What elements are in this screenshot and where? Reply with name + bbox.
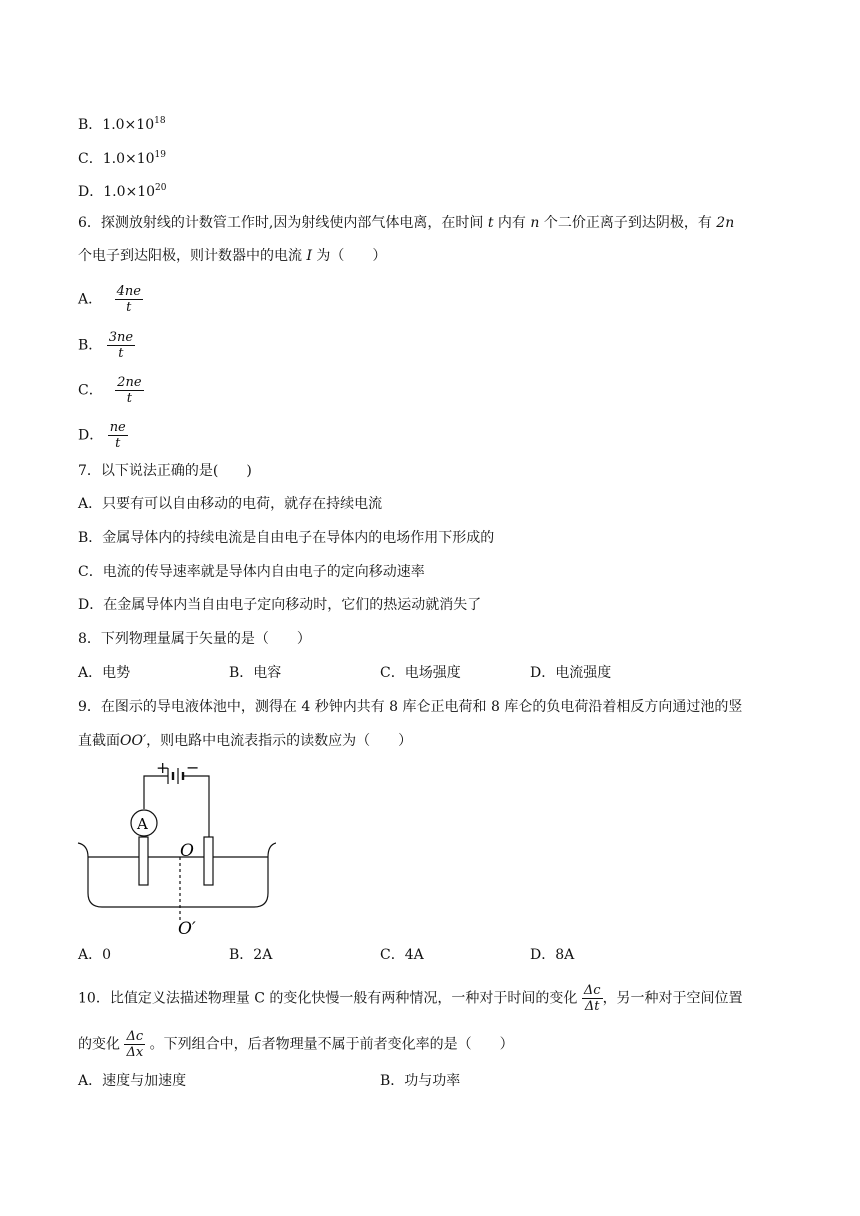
numerator: 3ne: [108, 330, 134, 345]
numerator: 2ne: [117, 375, 142, 390]
var-n: n: [530, 215, 540, 231]
q7-option-d: D．在金属导体内当自由电子定向移动时，它们的热运动就消失了: [78, 597, 482, 613]
q8-stem: 8．下列物理量属于矢量的是（ ）: [78, 631, 311, 647]
minus-sign: −: [186, 758, 200, 777]
option-label: D．: [78, 184, 104, 200]
stem-text: 个二价正离子到达阴极，有: [539, 215, 717, 231]
var-I: I: [306, 248, 312, 264]
denominator: Δx: [126, 1045, 144, 1060]
label-O: O: [180, 841, 194, 861]
denominator: t: [118, 346, 124, 361]
numerator: ne: [109, 420, 126, 435]
q7-option-a: A．只要有可以自由移动的电荷，就存在持续电流: [78, 496, 383, 512]
option-label: C．: [78, 382, 103, 399]
option-value: 1.0×10: [102, 151, 155, 167]
exponent: 19: [154, 150, 166, 160]
stem-text: 个电子到达阳极，则计数器中的电流: [78, 248, 307, 264]
q9-circuit-figure: [76, 755, 276, 940]
stem-text: 为（ ）: [311, 248, 387, 264]
stem-text: 10．比值定义法描述物理量 C 的变化快慢一般有两种情况，一种对于时间的变化: [78, 990, 578, 1007]
plus-sign: +: [156, 758, 170, 777]
denominator: t: [126, 300, 132, 315]
battery-icon: [168, 768, 183, 784]
q10-stem-line2: [78, 1029, 514, 1060]
fraction: [115, 284, 143, 315]
ammeter-label: A: [137, 815, 148, 833]
q8-option-d: D．电流强度: [530, 665, 612, 681]
q8-option-c: C．电场强度: [380, 665, 461, 681]
option-label: B．: [78, 337, 103, 354]
denominator: t: [115, 436, 121, 451]
q9-stem-line1: 9．在图示的导电液体池中，测得在 4 秒钟内共有 8 库仑正电荷和 8 库仑的负电荷沿着相反方向通过池的竖: [78, 699, 743, 715]
stem-text: ，另一种对于空间位置: [602, 990, 743, 1007]
stem-text: 直截面: [78, 733, 120, 749]
q8-option-b: B．电容: [229, 665, 282, 681]
q9-option-c: C．4A: [380, 947, 424, 963]
numerator: Δc: [126, 1029, 144, 1044]
option-label: D．: [78, 427, 104, 444]
section-label: OO′: [120, 733, 147, 749]
stem-text: 内有: [493, 215, 531, 231]
q9-option-a: A．0: [78, 947, 112, 963]
q5-option-d: [78, 178, 167, 202]
stem-text: 的变化: [78, 1036, 120, 1053]
q5-option-b: [78, 111, 166, 135]
exponent: 18: [154, 116, 166, 126]
electrode-right: [204, 837, 213, 885]
fraction: [107, 330, 135, 361]
var-2n: 2n: [716, 215, 735, 231]
label-O-prime: O′: [178, 919, 196, 939]
q5-option-c: [78, 145, 166, 169]
q9-option-d: D．8A: [530, 947, 575, 963]
var-t: t: [487, 215, 494, 231]
electrode-left: [139, 837, 148, 885]
ammeter-icon: [131, 810, 157, 836]
fraction-dc-dx: [124, 1029, 145, 1060]
fraction: [115, 375, 143, 406]
q7-stem: 7．以下说法正确的是( ): [78, 463, 252, 479]
q6-option-c: [78, 375, 144, 406]
option-label: B．: [78, 117, 103, 133]
q6-option-d: [78, 420, 128, 451]
denominator: t: [126, 391, 132, 406]
q6-stem-line2: [78, 246, 386, 266]
q6-stem-line1: [78, 213, 734, 233]
q7-option-c: C．电流的传导速率就是导体内自由电子的定向移动速率: [78, 564, 425, 580]
option-value: 1.0×10: [102, 117, 155, 133]
liquid-tank: [78, 843, 276, 907]
q10-option-b: B．功与功率: [380, 1073, 461, 1089]
q7-option-b: B．金属导体内的持续电流是自由电子在导体内的电场作用下形成的: [78, 530, 495, 546]
option-value: 1.0×10: [103, 184, 156, 200]
q6-option-b: [78, 330, 135, 361]
q8-option-a: A．电势: [78, 665, 131, 681]
stem-text: 。下列组合中，后者物理量不属于前者变化率的是（ ）: [149, 1036, 514, 1053]
stem-text: 6．探测放射线的计数管工作时,因为射线使内部气体电离，在时间: [78, 215, 488, 231]
q9-stem-line2: [78, 731, 412, 751]
option-label: A．: [78, 291, 103, 308]
q10-stem-line1: [78, 983, 743, 1014]
denominator: Δt: [584, 999, 600, 1014]
q6-option-a: [78, 284, 143, 315]
stem-text: ，则电路中电流表指示的读数应为（ ）: [146, 733, 413, 749]
q10-option-a: A．速度与加速度: [78, 1073, 187, 1089]
q9-option-b: B．2A: [229, 947, 273, 963]
numerator: Δc: [583, 983, 601, 998]
numerator: 4ne: [116, 284, 141, 299]
option-label: C．: [78, 151, 103, 167]
fraction: [108, 420, 128, 451]
fraction-dc-dt: [582, 983, 603, 1014]
exponent: 20: [155, 183, 167, 193]
